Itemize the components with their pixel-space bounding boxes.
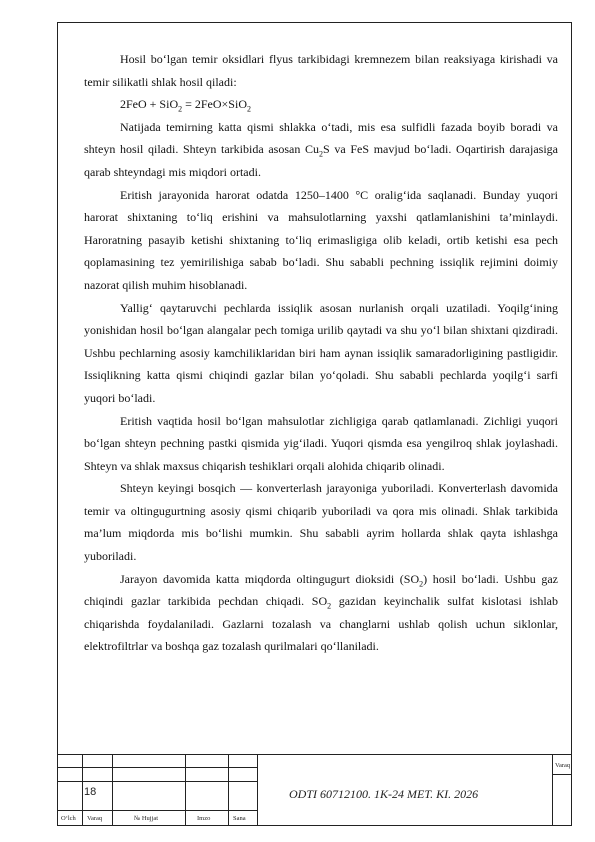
col-label-hujjat: № Hujjat — [134, 815, 159, 822]
title-block — [57, 754, 572, 826]
stamp-row-line — [57, 767, 257, 768]
stamp-col-line — [228, 754, 229, 826]
paragraph-1: Hosil bo‘lgan temir oksidlari flyus tarkibidagi kremnezem bilan reaksiyaga kirishadi va temir silikatli shlak hosil qiladi: — [84, 52, 558, 89]
stamp-row-line — [57, 810, 257, 811]
paragraph-3: Eritish jarayonida harorat odatda 1250–1400 °C oralig‘ida saqlanadi. Bunday yuqori harorat shixtaning to‘liq erishini va mahsulotlarning yaxshi qatlamlanishini ta’minlaydi. Haroratning pasayib ketishi shixtaning to‘liq erimasligiga olib keladi, ortib ketishi esa pech qoplamasining tez yemirilishiga sabab bo‘ladi. Shu sababli pechning issiqlik rejimini doimiy nazorat qilish muhim hisoblanadi. — [84, 187, 558, 292]
varaq-header: Varaq — [555, 762, 571, 769]
stamp-row-line — [57, 781, 257, 782]
paragraph-7: Jarayon davomida katta miqdorda oltingugurt dioksidi $(SO_2)$ hosil bo‘ladi. Ushbu gaz chiqindi gazlar tarkibida pechdan chiqadi. $SO_2$ gazidan keyinchalik sulfat kislotasi ishlab chiqarishda foydalaniladi. Gazlarni tozalash va changlarni ushlab qolish uchun siklonlar, elektrofiltrlar va boshqa gaz tozalash qurilmalari qo‘llaniladi. — [84, 571, 558, 654]
stamp-col-line — [112, 754, 113, 826]
paragraph-6: Shteyn keyingi bosqich — konverterlash jarayoniga yuboriladi. Konverterlash davomida temir va oltingugurtning asosiy qismi chiqarib yuboriladi va qora mis olinadi. Shlak tarkibida ma’lum miqdorda mis bo‘lishi mumkin. Shu sababli ayrim hollarda shlak qayta ishlashga yuboriladi. — [84, 481, 558, 564]
col-label-imzo: Imzo — [197, 815, 211, 822]
stamp-col-line — [82, 754, 83, 826]
stamp-col-line — [185, 754, 186, 826]
stamp-col-line — [552, 754, 553, 826]
document-body — [84, 48, 558, 658]
chemical-formula: 2FeO + SiO$_2$ = 2FeO×SiO$_2$ — [120, 97, 251, 114]
paragraph-5: Eritish vaqtida hosil bo‘lgan mahsulotlar zichligiga qarab qatlamlanadi. Zichligi yuqori bo‘lgan shteyn pechning pastki qismida yig‘iladi. Yuqori qismda esa yengilroq shlak joylashadi. Shteyn va shlak maxsus chiqarish teshiklari orqali alohida chiqarib olinadi. — [84, 413, 558, 473]
stamp-varaq-line — [552, 774, 572, 775]
paragraph-2: Natijada temirning katta qismi shlakka o‘tadi, mis esa sulfidli fazada boyib boradi va shteyn hosil qiladi. Shteyn tarkibida asosan $Cu_2S$ va FeS mavjud bo‘ladi. Oqartirish darajasiga qarab shteyndagi mis miqdori ortadi. — [84, 119, 558, 179]
col-label-sana: Sana — [233, 815, 246, 822]
page-number: 18 — [84, 786, 97, 798]
document-id: ODTI 60712100. 1K-24 MET. KI. 2026 — [289, 787, 479, 801]
stamp-col-line — [257, 754, 258, 826]
col-label-olch: O‘lch — [61, 815, 76, 822]
paragraph-4: Yallig‘ qaytaruvchi pechlarda issiqlik asosan nurlanish orqali uzatiladi. Yoqilg‘ining yonishidan hosil bo‘lgan alangalar pech tomiga urilib qaytadi va shu yo‘l bilan shixtani qizdiradi. Ushbu pechlarning asosiy kamchiliklaridan biri ham aynan issiqlik samaradorligining pastligidir. Issiqlikning katta qismi chiqindi gazlar bilan yo‘qoladi. Shu sababli pechlarda yoqilg‘i sarfi yuqori bo‘ladi. — [84, 300, 558, 405]
stamp-top-line — [57, 754, 572, 755]
col-label-varaq: Varaq — [87, 815, 103, 822]
